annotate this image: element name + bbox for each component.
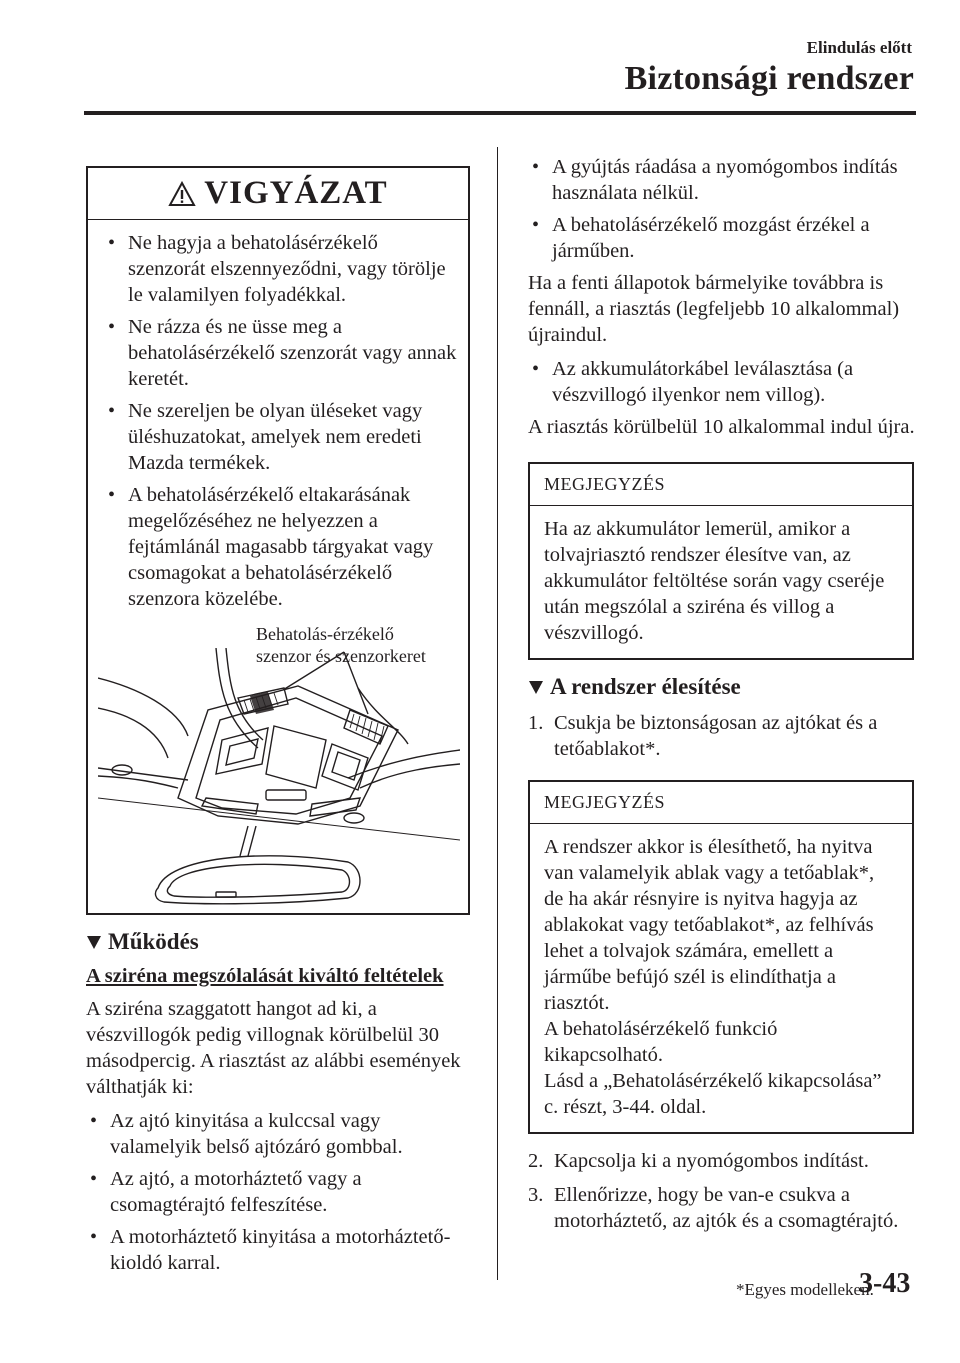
- warning-box: [86, 166, 470, 915]
- repeat-count-paragraph: A riasztás körülbelül 10 alkalommal indul újra.: [528, 416, 915, 438]
- repeat-paragraph: Ha a fenti állapotok bármelyike továbbra is fennáll, a riasztás (legfeljebb 10 alkalommal) újraindul.: [528, 272, 900, 346]
- note-body: Ha az akkumulátor lemerül, amikor a tolvajriasztó rendszer élesítve van, az akkumulátor feltöltése során vagy cseréje után megszólal a sziréna és villog a vészvillogó.: [544, 518, 885, 644]
- bullet-icon: •: [108, 316, 116, 338]
- list-item: • A motorháztető kinyitása a motorháztető-kioldó karral.: [90, 1226, 451, 1274]
- bullet-icon: •: [108, 232, 116, 254]
- note-box-windows: [528, 780, 914, 1134]
- operation-subheading: A sziréna megszólalását kiváltó feltételek: [86, 965, 444, 987]
- note-title: MEGJEGYZÉS: [530, 782, 912, 824]
- list-item: • A gyújtás ráadása a nyomógombos indítás használata nélkül.: [532, 156, 898, 204]
- note-body: Lásd a „Behatolásérzékelő kikapcsolása” c. részt, 3-44. oldal.: [544, 1070, 882, 1118]
- left-column: [86, 166, 470, 1282]
- column-divider: [497, 147, 498, 1280]
- bullet-icon: •: [108, 484, 116, 506]
- warning-triangle-icon: [168, 181, 196, 207]
- list-item: • Ne szereljen be olyan üléseket vagy üléshuzatokat, amelyek nem eredeti Mazda termékek.: [108, 400, 423, 474]
- note-box-battery: [528, 462, 914, 660]
- trigger-list-battery: [528, 356, 916, 408]
- header-rule: [84, 111, 916, 115]
- section-title: Biztonsági rendszer: [624, 60, 914, 97]
- warning-list: [104, 230, 458, 612]
- warning-title: VIGYÁZAT: [204, 175, 388, 211]
- arming-steps-part1: [528, 710, 916, 762]
- bullet-icon: •: [532, 214, 540, 236]
- triangle-down-icon: [528, 679, 544, 695]
- list-item: • Az akkumulátorkábel leválasztása (a vészvillogó ilyenkor nem villog).: [532, 358, 854, 406]
- bullet-icon: •: [108, 400, 116, 422]
- note-body: A rendszer akkor is élesíthető, ha nyitva van valamelyik ablak vagy a tetőablak*, de ha akár résnyire is nyitva hagyja az ablakokat vagy tetőablakot*, az felhívás lehet a tolvajok számára, emellett a járműbe befújó szél is elindíthatja a riasztót.: [544, 836, 875, 1014]
- bullet-icon: •: [90, 1110, 98, 1132]
- chapter-title: Elindulás előtt: [806, 38, 912, 57]
- list-item: • A behatolásérzékelő eltakarásának megelőzéséhez ne helyezzen a fejtámlánál magasabb tárgyakat vagy csomagokat a behatolásérzékelő szenzora közelébe.: [108, 484, 434, 610]
- bullet-icon: •: [90, 1226, 98, 1248]
- warning-header: [88, 168, 468, 220]
- arming-steps-part2: [528, 1148, 916, 1234]
- list-item: • Az ajtó, a motorháztető vagy a csomagtérajtó felfeszítése.: [90, 1168, 362, 1216]
- list-item: 1. Csukja be biztonságosan az ajtókat és a tetőablakot*.: [528, 712, 878, 760]
- trigger-list-continued: [528, 154, 916, 264]
- bullet-icon: •: [532, 156, 540, 178]
- intrusion-sensor-illustration: [98, 648, 460, 906]
- list-item: 3. Ellenőrizze, hogy be van-e csukva a motorháztető, az ajtók és a csomagtérajtó.: [528, 1184, 899, 1232]
- right-column: [528, 154, 916, 1242]
- list-item: • Az ajtó kinyitása a kulccsal vagy valamelyik belső ajtózáró gombbal.: [90, 1110, 403, 1158]
- arming-heading: A rendszer élesítése: [528, 674, 916, 700]
- operation-list: [86, 1108, 470, 1276]
- bullet-icon: •: [90, 1168, 98, 1190]
- footnote: *Egyes modelleken.: [736, 1280, 874, 1299]
- note-title: MEGJEGYZÉS: [530, 464, 912, 506]
- note-body: A behatolásérzékelő funkció kikapcsolható.: [544, 1018, 778, 1066]
- list-item: • Ne rázza és ne üsse meg a behatolásérzékelő szenzorát vagy annak keretét.: [108, 316, 457, 390]
- operation-intro: A sziréna szaggatott hangot ad ki, a vészvillogók pedig villognak körülbelül 30 másodpercig. A riasztást az alábbi események válthatják ki:: [86, 998, 461, 1098]
- list-item: • A behatolásérzékelő mozgást érzékel a járműben.: [532, 214, 870, 262]
- illustration-label: Behatolás-érzékelő szenzor és szenzorkeret: [256, 624, 426, 666]
- operation-heading: Működés: [86, 929, 470, 955]
- page-number: 3-43: [859, 1268, 911, 1299]
- list-item: • Ne hagyja a behatolásérzékelő szenzorát elszennyeződni, vagy törölje le valamilyen folyadékkal.: [108, 232, 446, 306]
- list-item: 2. Kapcsolja ki a nyomógombos indítást.: [528, 1150, 869, 1172]
- triangle-down-icon: [86, 934, 102, 950]
- bullet-icon: •: [532, 358, 540, 380]
